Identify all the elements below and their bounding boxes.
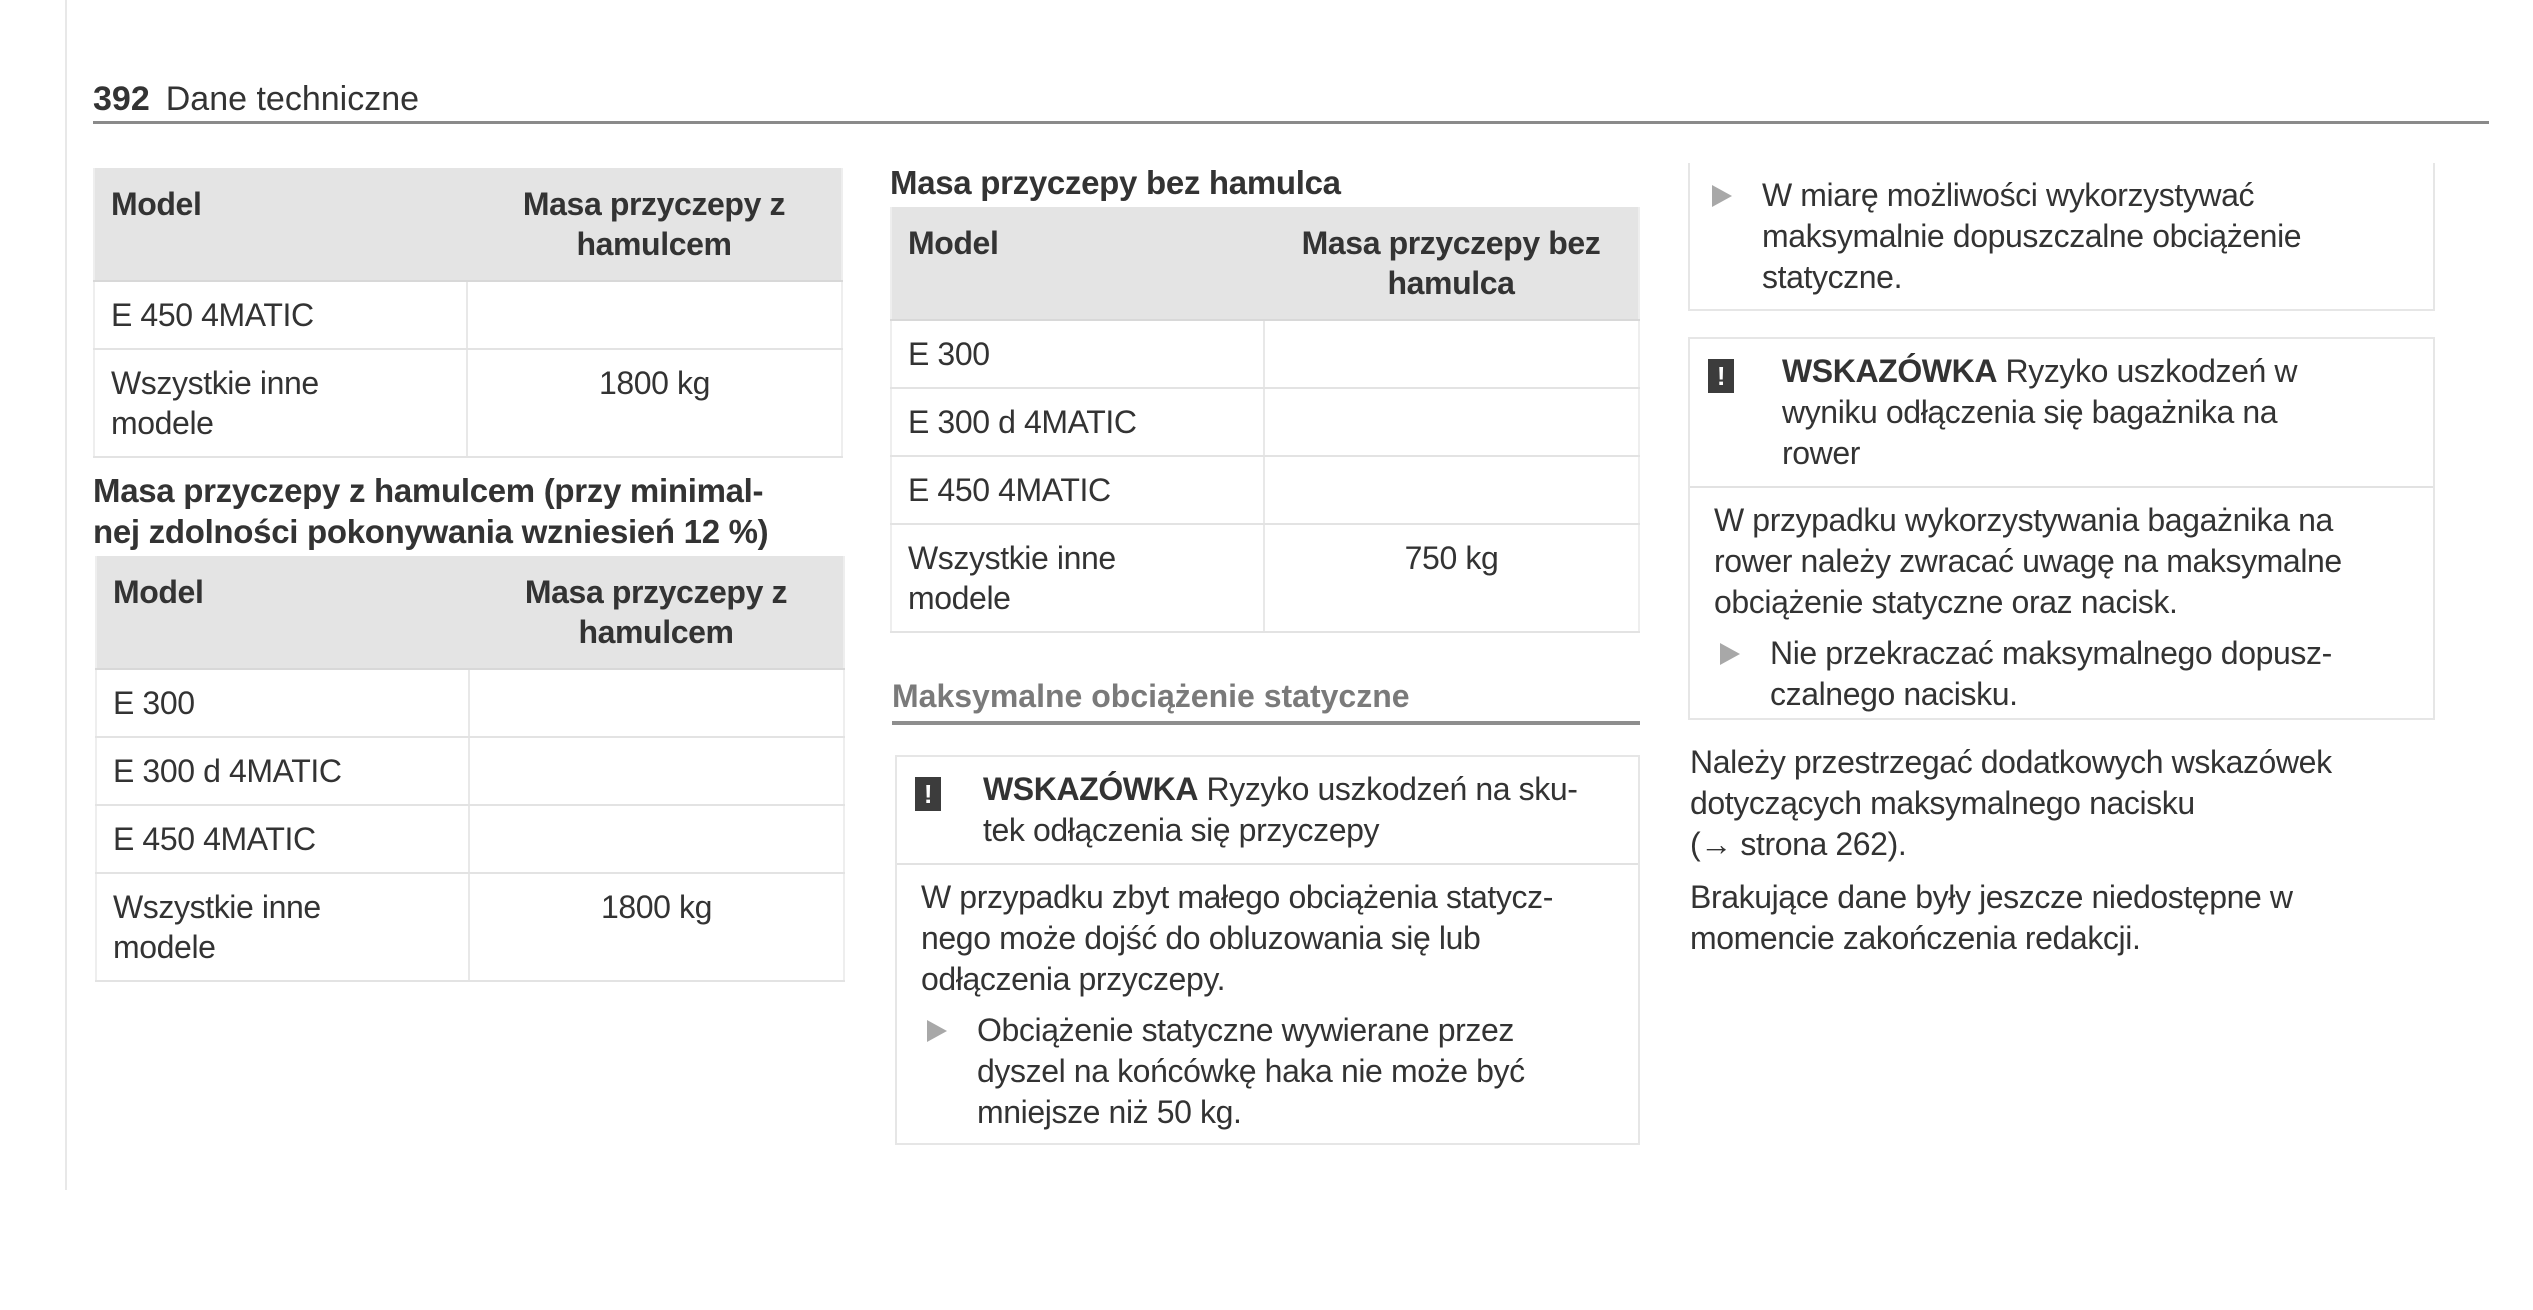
trailer-braked-12-table: [95, 556, 845, 982]
column-header-mass: [1264, 207, 1639, 320]
mass-value-cell: [469, 669, 844, 737]
model-cell: [94, 281, 467, 349]
body-line: W przypadku zbyt małego obciążenia statycz-: [921, 879, 1553, 915]
braked-12-percent-heading: [93, 470, 768, 552]
model-cell: [96, 873, 469, 981]
mass-value-cell: [467, 281, 842, 349]
warning-title: Ryzyko uszkodzeń na sku-: [1198, 771, 1578, 807]
table-row: [96, 737, 844, 805]
model-cell: [891, 320, 1264, 388]
unbraked-heading: Masa przyczepy bez hamulca: [890, 164, 1341, 201]
table-header-row: [94, 168, 842, 281]
triangle-bullet-icon: [927, 1020, 947, 1042]
page-margin-line: [65, 0, 67, 1190]
mass-value-cell: [1264, 388, 1639, 456]
instruction-item: [1714, 633, 2409, 715]
mass-value-cell: [1264, 320, 1639, 388]
header-divider: [93, 121, 2489, 124]
column-header-mass: [467, 168, 842, 281]
model-line: E 300: [908, 336, 990, 372]
warning-title: wyniku odłączenia się bagażnika na: [1782, 394, 2278, 430]
trailer-unbraked-table: [890, 207, 1640, 633]
mass-value-cell: [469, 805, 844, 873]
model-cell: [94, 349, 467, 457]
model-cell: [891, 524, 1264, 632]
header-line: hamulcem: [576, 226, 732, 262]
trailer-braked-table: [93, 168, 843, 458]
page-number: 392: [93, 80, 150, 118]
triangle-bullet-icon: [1720, 643, 1740, 665]
table-header-row: [891, 207, 1639, 320]
model-line: modele: [111, 405, 214, 441]
text-column-3: [1690, 742, 2332, 971]
bullet-line: Nie przekraczać maksymalnego dopusz-: [1770, 635, 2332, 671]
warning-title: Ryzyko uszkodzeń w: [1997, 353, 2298, 389]
warning-title: rower: [1782, 435, 1861, 471]
body-line: W przypadku wykorzystywania bagażnika na: [1714, 502, 2333, 538]
model-line: Wszystkie inne: [111, 365, 319, 401]
paragraph-missing-data: [1690, 877, 2332, 959]
table-row: [94, 281, 842, 349]
warning-label: WSKAZÓWKA: [1782, 353, 1998, 389]
column-header-model: Model: [94, 168, 467, 281]
mass-value-cell: [1264, 456, 1639, 524]
bullet-line: W miarę możliwości wykorzystywać: [1762, 177, 2255, 213]
bullet-line: mniejsze niż 50 kg.: [977, 1094, 1242, 1130]
instruction-box: [1688, 163, 2435, 311]
para-line: dotyczących maksymalnego nacisku: [1690, 785, 2195, 821]
bullet-line: statyczne.: [1762, 259, 1903, 295]
warning-header: [897, 757, 1638, 865]
heading-line: nej zdolności pokonywania wzniesień 12 %): [93, 513, 769, 550]
page-header: [93, 80, 419, 119]
column-header-model: Model: [891, 207, 1264, 320]
model-line: E 450 4MATIC: [908, 472, 1111, 508]
warning-label: WSKAZÓWKA: [983, 771, 1199, 807]
instruction-item: [1706, 175, 2433, 298]
model-cell: [891, 388, 1264, 456]
bullet-line: maksymalnie dopuszczalne obciążenie: [1762, 218, 2302, 254]
table-row: [891, 320, 1639, 388]
warning-body: [897, 865, 1638, 1145]
bullet-line: Obciążenie statyczne wywierane przez: [977, 1012, 1514, 1048]
model-cell: [96, 737, 469, 805]
model-line: E 300 d 4MATIC: [113, 753, 342, 789]
header-line: hamulca: [1387, 265, 1515, 301]
header-line: hamulcem: [578, 614, 734, 650]
warning-box-bike-rack: [1688, 337, 2435, 720]
table-row: [891, 456, 1639, 524]
body-line: obciążenie statyczne oraz nacisk.: [1714, 584, 2178, 620]
model-line: modele: [908, 580, 1011, 616]
model-cell: [891, 456, 1264, 524]
table-row: [96, 873, 844, 981]
header-line: Masa przyczepy z: [524, 574, 788, 610]
table-row: [94, 349, 842, 457]
model-line: Wszystkie inne: [908, 540, 1116, 576]
section-heading: Maksymalne obciążenie statyczne: [892, 678, 1640, 725]
para-line: momencie zakończenia redakcji.: [1690, 920, 2141, 956]
table-header-row: [96, 556, 844, 669]
model-cell: [96, 805, 469, 873]
warning-icon: !: [915, 777, 941, 811]
warning-title: tek odłączenia się przyczepy: [983, 812, 1380, 848]
header-line: Masa przyczepy z: [522, 186, 786, 222]
bullet-line: dyszel na końcówkę haka nie może być: [977, 1053, 1525, 1089]
body-line: nego może dojść do obluzowania się lub: [921, 920, 1481, 956]
table-row: [891, 524, 1639, 632]
column-header-model: Model: [96, 556, 469, 669]
model-line: E 450 4MATIC: [113, 821, 316, 857]
table-row: [96, 805, 844, 873]
model-line: E 450 4MATIC: [111, 297, 314, 333]
mass-value-cell: 750 kg: [1264, 524, 1639, 632]
heading-line: Masa przyczepy z hamulcem (przy minimal-: [93, 472, 764, 509]
mass-value-cell: 1800 kg: [469, 873, 844, 981]
model-line: Wszystkie inne: [113, 889, 321, 925]
page-title: Dane techniczne: [165, 80, 420, 118]
table-row: [96, 669, 844, 737]
model-line: E 300: [113, 685, 195, 721]
model-line: E 300 d 4MATIC: [908, 404, 1137, 440]
instruction-item: [921, 1010, 1614, 1133]
warning-box-trailer: [895, 755, 1640, 1145]
header-line: Masa przyczepy bez: [1301, 225, 1601, 261]
triangle-bullet-icon: [1712, 185, 1732, 207]
para-line: Należy przestrzegać dodatkowych wskazówek: [1690, 744, 2332, 780]
bullet-line: czalnego nacisku.: [1770, 676, 2018, 712]
model-cell: [96, 669, 469, 737]
warning-header: [1690, 339, 2433, 488]
page-reference-link[interactable]: (→ strona 262).: [1690, 826, 1907, 862]
paragraph-nacisk: [1690, 742, 2332, 865]
body-line: rower należy zwracać uwagę na maksymalne: [1714, 543, 2342, 579]
column-header-mass: [469, 556, 844, 669]
body-line: odłączenia przyczepy.: [921, 961, 1226, 997]
mass-value-cell: 1800 kg: [467, 349, 842, 457]
model-line: modele: [113, 929, 216, 965]
mass-value-cell: [469, 737, 844, 805]
para-line: Brakujące dane były jeszcze niedostępne w: [1690, 879, 2293, 915]
warning-icon: !: [1708, 359, 1734, 393]
warning-body: [1690, 488, 2433, 727]
table-row: [891, 388, 1639, 456]
